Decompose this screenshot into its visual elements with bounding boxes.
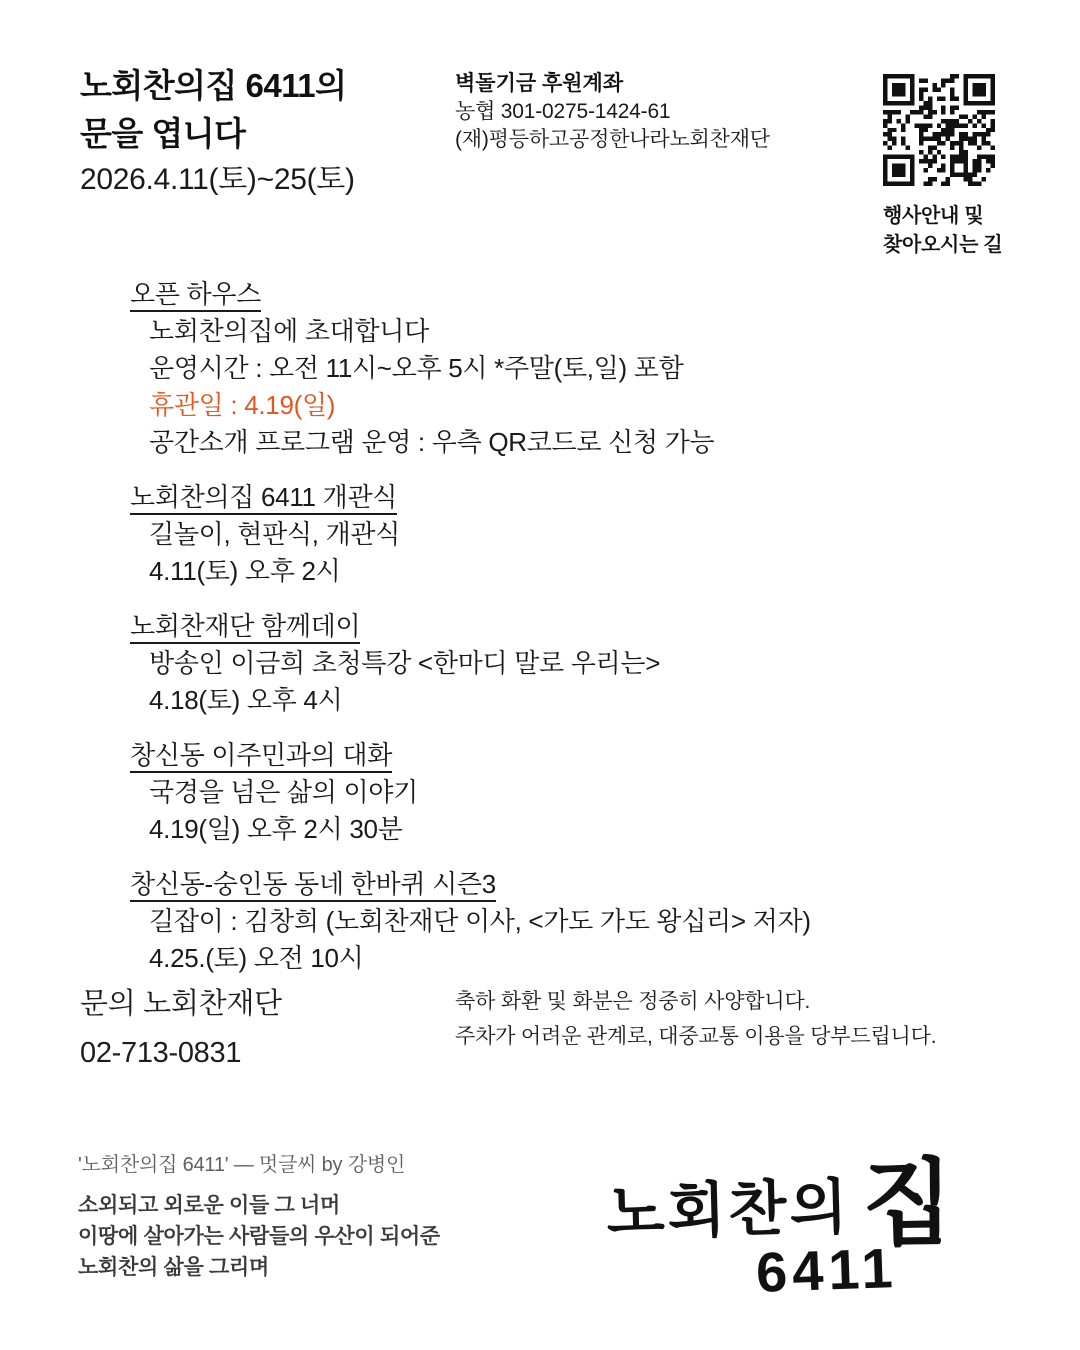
logo-name-text: 노회찬의 [605, 1173, 852, 1247]
section-title [130, 479, 990, 516]
section-neighborhood-walk [130, 866, 990, 977]
donation-account-number: 농협 301-0275-1424-61 [455, 100, 671, 123]
contact-phone: 02-713-0831 [80, 1037, 242, 1069]
section-line: 운영시간 : 오전 11시~오후 5시 *주말(토,일) 포함 [149, 353, 684, 383]
notice-flowers: 축하 화환 및 화분은 정중히 사양합니다. [455, 990, 811, 1013]
qr-caption-line1: 행사안내 및 [883, 205, 984, 227]
qr-block [883, 74, 1033, 260]
section-title-text: 노회찬재단 함께데이 [130, 611, 360, 644]
poster-title-line2: 문을 엽니다 [80, 115, 246, 152]
poem-line: 소외되고 외로운 이들 그 너머 [78, 1194, 340, 1217]
qr-caption [883, 202, 1033, 260]
section-title-text: 창신동-숭인동 동네 한바퀴 시즌3 [130, 869, 496, 902]
section-line: 노회찬의집에 초대합니다 [149, 316, 429, 346]
section-line: 국경을 넘은 삶의 이야기 [149, 777, 418, 807]
section-title [130, 608, 990, 645]
section-line: 공간소개 프로그램 운영 : 우측 QR코드로 신청 가능 [149, 427, 715, 457]
section-together-day [130, 608, 990, 719]
section-migrant-talk [130, 737, 990, 848]
qr-caption-line2: 찾아오시는 길 [883, 234, 1003, 256]
poster-title-block [80, 62, 355, 202]
notice-parking: 주차가 어려운 관계로, 대중교통 이용을 당부드립니다. [455, 1025, 937, 1048]
section-line: 4.11(토) 오후 2시 [149, 556, 341, 586]
section-opening-ceremony [130, 479, 990, 590]
logo-house-char: 집 [861, 1150, 957, 1257]
calligraphy-logo [605, 1120, 1036, 1304]
section-line: 방송인 이금희 초청특강 <한마디 말로 우리는> [149, 648, 661, 678]
section-line-closed-day: 휴관일 : 4.19(일) [149, 390, 336, 420]
logo-number: 6411 [754, 1235, 899, 1304]
poem-block [78, 1190, 440, 1283]
section-title [130, 276, 990, 313]
section-line: 4.19(일) 오후 2시 30분 [149, 814, 403, 844]
contact-label: 문의 노회찬재단 [80, 988, 282, 1020]
section-line: 4.25.(토) 오전 10시 [149, 943, 364, 973]
section-title [130, 866, 990, 903]
section-line: 길잡이 : 김창희 (노회찬재단 이사, <가도 가도 왕십리> 저자) [149, 906, 811, 936]
calligraphy-credit: '노회찬의집 6411' — 멋글씨 by 강병인 [78, 1154, 406, 1176]
donation-heading: 벽돌기금 후원계좌 [455, 72, 624, 95]
poster-title-line1: 노회찬의집 6411의 [80, 67, 347, 104]
section-line: 길놀이, 현판식, 개관식 [149, 519, 401, 549]
section-title [130, 737, 990, 774]
poem-line: 노회찬의 삶을 그리며 [78, 1256, 269, 1279]
poem-line: 이땅에 살아가는 사람들의 우산이 되어준 [78, 1225, 440, 1248]
section-title-text: 노회찬의집 6411 개관식 [130, 482, 397, 515]
donation-org-name: (재)평등하고공정한나라노회찬재단 [455, 128, 770, 151]
section-open-house [130, 276, 990, 461]
contact-block [80, 980, 282, 1078]
event-sections [130, 276, 990, 995]
qr-code-icon [883, 74, 995, 186]
section-title-text: 오픈 하우스 [130, 279, 261, 312]
donation-account-block [455, 70, 770, 154]
event-date-range: 2026.4.11(토)~25(토) [80, 163, 355, 196]
section-title-text: 창신동 이주민과의 대화 [130, 740, 392, 773]
notice-block [455, 984, 936, 1054]
section-line: 4.18(토) 오후 4시 [149, 685, 343, 715]
